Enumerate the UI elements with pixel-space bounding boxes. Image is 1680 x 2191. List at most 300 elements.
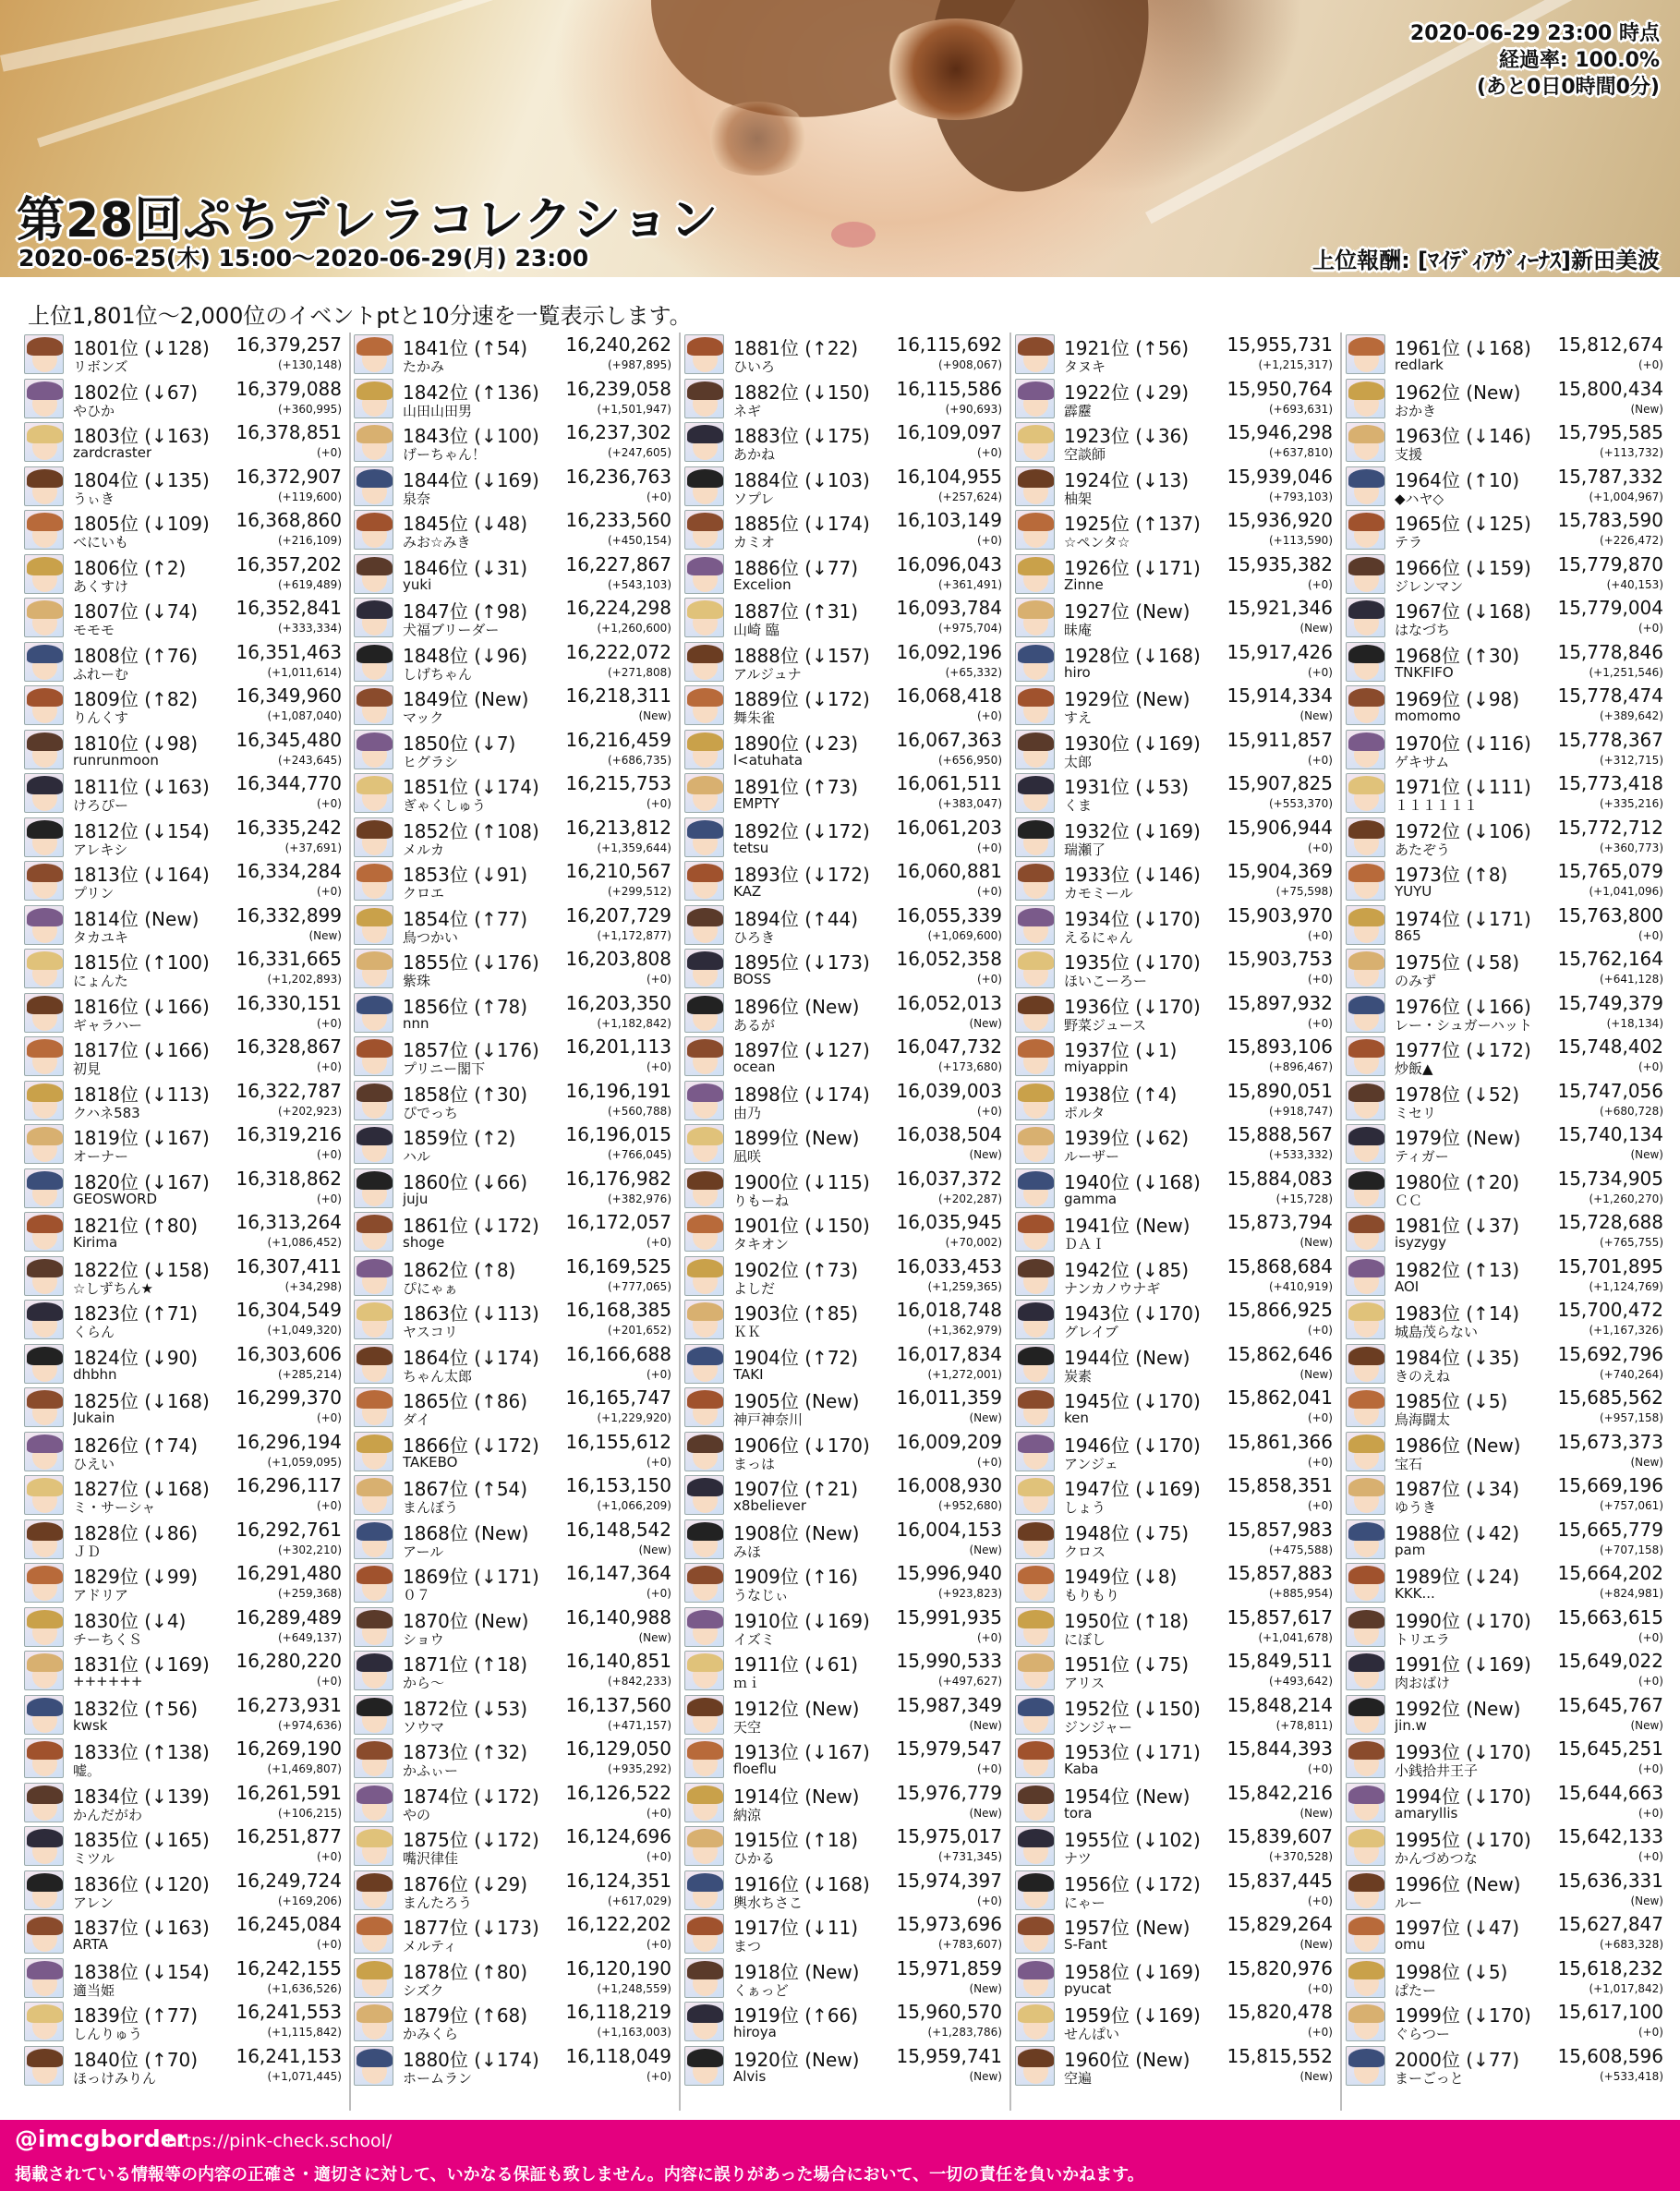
ten-minute-speed: (+475,588) xyxy=(1268,1543,1333,1556)
player-avatar xyxy=(354,1563,393,1603)
player-name: floeflu xyxy=(733,1761,777,1777)
player-avatar xyxy=(354,1519,393,1559)
ten-minute-speed: (+975,704) xyxy=(937,622,1002,635)
ten-minute-speed: (+957,158) xyxy=(1599,1411,1663,1424)
ten-minute-speed: (+0) xyxy=(1638,358,1663,371)
rank-label: 1804位 (↓135) xyxy=(73,468,210,491)
rank-label: 1814位 (New) xyxy=(73,907,199,930)
player-name: えるにゃん xyxy=(1064,928,1133,946)
ranking-entry xyxy=(24,1912,342,1956)
ranking-column xyxy=(1346,333,1663,2115)
player-name: KAZ xyxy=(733,883,762,900)
player-name: ルー xyxy=(1395,1894,1423,1911)
ranking-entry xyxy=(24,1473,342,1518)
ranking-entry xyxy=(354,377,671,421)
ten-minute-speed: (+1,087,040) xyxy=(267,709,342,722)
player-avatar xyxy=(1015,1914,1055,1954)
ranking-entry xyxy=(684,640,1002,684)
avatar-hair xyxy=(687,1785,723,1804)
ten-minute-speed: (+312,715) xyxy=(1599,753,1663,767)
player-name: かみくら xyxy=(403,2026,459,2042)
ranking-entry xyxy=(24,771,342,816)
event-points: 15,783,590 xyxy=(1557,509,1663,531)
player-avatar xyxy=(1015,466,1055,506)
rank-label: 1843位 (↓100) xyxy=(403,425,539,447)
rank-label: 1852位 (↑108) xyxy=(403,819,539,842)
ranking-entry xyxy=(1015,1605,1333,1650)
event-points: 16,378,851 xyxy=(236,421,342,443)
rank-label: 1925位 (↑137) xyxy=(1064,513,1201,535)
avatar-hair xyxy=(357,600,393,619)
event-points: 16,169,525 xyxy=(565,1254,671,1277)
avatar-hair xyxy=(27,381,63,400)
player-name: Jukain xyxy=(73,1410,115,1426)
player-avatar xyxy=(1015,949,1055,988)
ranking-columns xyxy=(24,333,1668,2115)
avatar-hair xyxy=(1348,908,1384,926)
ten-minute-speed: (+75,598) xyxy=(1275,885,1333,898)
ranking-entry xyxy=(24,1737,342,1781)
player-avatar xyxy=(684,422,724,462)
player-avatar xyxy=(684,685,724,725)
player-avatar xyxy=(1015,422,1055,462)
event-points: 16,009,209 xyxy=(896,1430,1002,1453)
avatar-hair xyxy=(1348,1653,1384,1672)
rank-label: 1967位 (↓168) xyxy=(1395,600,1531,623)
avatar-hair xyxy=(357,645,393,663)
avatar-hair xyxy=(1348,1039,1384,1058)
player-name: まんぼう xyxy=(403,1499,459,1516)
player-avatar xyxy=(1346,466,1385,506)
event-points: 15,996,940 xyxy=(896,1562,1002,1584)
player-avatar xyxy=(24,2046,64,2086)
player-name: l<atuhata xyxy=(733,751,804,769)
player-avatar xyxy=(24,1651,64,1690)
rank-label: 1977位 (↓172) xyxy=(1395,1039,1531,1061)
ranking-entry xyxy=(1346,2000,1663,2044)
ranking-entry xyxy=(1015,552,1333,597)
event-points: 15,778,367 xyxy=(1557,728,1663,751)
avatar-hair xyxy=(27,1039,63,1058)
player-avatar xyxy=(24,685,64,725)
rank-label: 1870位 (New) xyxy=(403,1609,529,1632)
player-name: イズミ xyxy=(733,1630,775,1648)
event-points: 16,352,841 xyxy=(236,597,342,619)
event-points: 16,222,072 xyxy=(565,640,671,663)
ten-minute-speed: (New) xyxy=(638,709,671,722)
event-points: 15,975,017 xyxy=(896,1825,1002,1847)
avatar-hair xyxy=(1348,600,1384,619)
ranking-entry xyxy=(1015,333,1333,377)
ten-minute-speed: (New) xyxy=(969,1411,1002,1424)
ranking-entry xyxy=(1015,1781,1333,1825)
rank-label: 1839位 (↑77) xyxy=(73,2004,199,2027)
rank-label: 1849位 (New) xyxy=(403,688,529,710)
player-name: ひいろ xyxy=(733,358,776,375)
avatar-hair xyxy=(357,1698,393,1716)
ten-minute-speed: (+389,642) xyxy=(1599,709,1663,722)
avatar-hair xyxy=(357,1873,393,1892)
event-points: 16,345,480 xyxy=(236,728,342,751)
player-name: まつ xyxy=(733,1938,762,1955)
ten-minute-speed: (+0) xyxy=(1638,1630,1663,1644)
ten-minute-speed: (+1,059,095) xyxy=(267,1455,342,1469)
ten-minute-speed: (+0) xyxy=(1638,1675,1663,1688)
ranking-entry xyxy=(1346,552,1663,597)
ten-minute-speed: (+271,808) xyxy=(607,665,671,679)
event-points: 16,068,418 xyxy=(896,684,1002,707)
ranking-entry xyxy=(684,508,1002,552)
player-name: から～ xyxy=(403,1675,445,1691)
ten-minute-speed: (+130,148) xyxy=(277,358,342,371)
player-avatar xyxy=(1346,2002,1385,2041)
player-name: かんづめつな xyxy=(1395,1850,1478,1867)
player-avatar xyxy=(684,1168,724,1208)
rank-label: 1868位 (New) xyxy=(403,1521,529,1544)
player-name: 紫珠 xyxy=(403,973,431,989)
player-name: クロス xyxy=(1064,1543,1106,1560)
avatar-hair xyxy=(1018,2004,1054,2023)
event-points: 16,249,724 xyxy=(236,1869,342,1892)
event-points: 15,778,846 xyxy=(1557,640,1663,663)
rank-label: 1875位 (↓172) xyxy=(403,1829,539,1851)
twitter-handle[interactable]: @imcgborder xyxy=(15,2125,187,2152)
rank-label: 1961位 (↓168) xyxy=(1395,337,1531,359)
ranking-entry xyxy=(684,771,1002,816)
ten-minute-speed: (+1,069,600) xyxy=(927,928,1002,942)
player-avatar xyxy=(1015,1387,1055,1427)
player-avatar xyxy=(684,1300,724,1339)
avatar-hair xyxy=(27,557,63,575)
ranking-entry xyxy=(24,377,342,421)
event-points: 15,857,617 xyxy=(1227,1605,1333,1628)
ten-minute-speed: (+842,233) xyxy=(607,1675,671,1688)
player-avatar xyxy=(684,334,724,374)
rank-label: 1900位 (↓115) xyxy=(733,1170,870,1193)
rank-label: 1834位 (↓139) xyxy=(73,1785,210,1808)
player-name: くらん xyxy=(73,1324,115,1340)
player-avatar xyxy=(24,949,64,988)
avatar-hair xyxy=(27,1741,63,1760)
player-name: ミ・サーシャ xyxy=(73,1499,156,1516)
event-points: 16,061,511 xyxy=(896,772,1002,794)
ten-minute-speed: (+0) xyxy=(646,973,671,986)
ranking-entry xyxy=(1346,1561,1663,1605)
player-name: ショウ xyxy=(403,1630,444,1648)
rank-label: 1863位 (↓113) xyxy=(403,1302,539,1325)
ranking-entry xyxy=(684,1167,1002,1211)
ten-minute-speed: (+383,047) xyxy=(937,797,1002,810)
player-avatar xyxy=(1015,1826,1055,1866)
ranking-entry xyxy=(24,333,342,377)
ten-minute-speed: (+113,732) xyxy=(1599,446,1663,459)
event-points: 16,291,480 xyxy=(236,1562,342,1584)
rank-label: 1921位 (↑56) xyxy=(1064,337,1190,359)
ranking-entry xyxy=(1015,1035,1333,1079)
event-points: 16,280,220 xyxy=(236,1650,342,1672)
rank-label: 1950位 (↑18) xyxy=(1064,1609,1190,1632)
ranking-entry xyxy=(1346,728,1663,772)
player-name: げーちゃん！ xyxy=(403,446,487,463)
event-points: 16,011,359 xyxy=(896,1386,1002,1409)
rank-label: 1856位 (↑78) xyxy=(403,995,528,1018)
rank-label: 1936位 (↓170) xyxy=(1064,995,1201,1018)
ranking-entry xyxy=(1346,333,1663,377)
ranking-entry xyxy=(684,1737,1002,1781)
event-points: 15,645,767 xyxy=(1557,1693,1663,1716)
rank-label: 1956位 (↓172) xyxy=(1064,1872,1201,1895)
ranking-entry xyxy=(684,552,1002,597)
ten-minute-speed: (+1,167,326) xyxy=(1589,1324,1663,1337)
player-avatar xyxy=(1346,598,1385,637)
player-avatar xyxy=(24,1958,64,1998)
avatar-hair xyxy=(687,513,723,531)
player-avatar xyxy=(1015,1300,1055,1339)
player-name: ジレンマン xyxy=(1395,577,1464,595)
ranking-entry xyxy=(354,1781,671,1825)
player-name: Zinne xyxy=(1064,575,1104,593)
avatar-hair xyxy=(1018,1302,1054,1321)
player-avatar xyxy=(1346,1344,1385,1384)
rank-label: 1847位 (↑98) xyxy=(403,600,528,623)
player-name: tetsu xyxy=(733,839,769,856)
ten-minute-speed: (+693,631) xyxy=(1268,402,1333,416)
player-name: ほいこーろー xyxy=(1064,973,1148,989)
event-points: 15,795,585 xyxy=(1557,421,1663,443)
event-points: 15,663,615 xyxy=(1557,1605,1663,1628)
player-avatar xyxy=(1015,861,1055,901)
player-name: 山崎 臨 xyxy=(733,622,780,638)
event-points: 15,903,970 xyxy=(1227,903,1333,926)
player-name: TAKEBO xyxy=(403,1453,458,1471)
player-name: ミツル xyxy=(73,1850,115,1867)
ten-minute-speed: (+247,605) xyxy=(607,446,671,459)
event-points: 16,241,553 xyxy=(236,2001,342,2023)
ten-minute-speed: (New) xyxy=(1299,2069,1333,2083)
player-avatar xyxy=(354,1081,393,1120)
player-avatar xyxy=(24,1826,64,1866)
player-name: ルーザー xyxy=(1064,1148,1120,1165)
player-name: にぼし xyxy=(1064,1630,1106,1648)
ten-minute-speed: (+0) xyxy=(1307,973,1333,986)
ranking-entry xyxy=(684,2000,1002,2044)
ten-minute-speed: (+0) xyxy=(1638,928,1663,942)
player-name: 神戸神奈川 xyxy=(733,1411,804,1428)
event-points: 16,330,151 xyxy=(236,991,342,1014)
rank-label: 1993位 (↓170) xyxy=(1395,1741,1531,1763)
player-name: グレイブ xyxy=(1064,1324,1118,1340)
avatar-hair xyxy=(27,732,63,751)
rank-label: 1902位 (↑73) xyxy=(733,1258,859,1281)
rank-label: 1919位 (↑66) xyxy=(733,2004,859,2027)
rank-label: 1990位 (↓170) xyxy=(1395,1609,1531,1632)
avatar-hair xyxy=(687,1741,723,1760)
player-name: x8believer xyxy=(733,1497,807,1514)
avatar-hair xyxy=(357,1127,393,1145)
ten-minute-speed: (New) xyxy=(1299,709,1333,722)
ten-minute-speed: (+90,693) xyxy=(945,402,1002,416)
rank-label: 1981位 (↓37) xyxy=(1395,1215,1520,1237)
avatar-hair xyxy=(357,425,393,443)
rank-label: 1858位 (↑30) xyxy=(403,1083,528,1106)
rank-label: 1866位 (↓172) xyxy=(403,1434,539,1457)
ten-minute-speed: (+0) xyxy=(976,1104,1002,1118)
ten-minute-speed: (New) xyxy=(1630,1455,1663,1469)
player-avatar xyxy=(24,466,64,506)
ranking-entry xyxy=(684,1912,1002,1956)
player-avatar xyxy=(684,773,724,813)
player-avatar xyxy=(684,1256,724,1296)
ten-minute-speed: (New) xyxy=(969,1148,1002,1161)
ten-minute-speed: (+1,251,546) xyxy=(1589,665,1663,679)
player-avatar xyxy=(24,1036,64,1076)
avatar-hair xyxy=(687,1653,723,1672)
ten-minute-speed: (+382,976) xyxy=(607,1192,671,1205)
player-avatar xyxy=(1346,905,1385,945)
ten-minute-speed: (+0) xyxy=(316,1016,342,1030)
rank-label: 1932位 (↓169) xyxy=(1064,819,1201,842)
event-points: 16,038,504 xyxy=(896,1123,1002,1145)
ten-minute-speed: (+202,923) xyxy=(277,1104,342,1118)
ranking-entry xyxy=(1346,377,1663,421)
ten-minute-speed: (+0) xyxy=(976,885,1002,898)
ranking-entry xyxy=(354,1430,671,1474)
player-name: ゆうき xyxy=(1395,1499,1437,1516)
rank-label: 1846位 (↓31) xyxy=(403,556,528,579)
player-avatar xyxy=(684,1432,724,1471)
timestamp: 2020-06-29 23:00 時点 xyxy=(1409,22,1660,45)
player-avatar xyxy=(684,1914,724,1954)
player-name: redlark xyxy=(1395,357,1444,373)
rank-label: 1984位 (↓35) xyxy=(1395,1346,1520,1369)
player-name: 山田山田男 xyxy=(403,402,473,419)
ten-minute-speed: (+641,128) xyxy=(1599,973,1663,986)
player-name: トリエラ xyxy=(1395,1630,1450,1648)
avatar-hair xyxy=(1018,908,1054,926)
event-points: 15,955,731 xyxy=(1227,333,1333,356)
avatar-hair xyxy=(27,1961,63,1979)
player-name: ヒグラシ xyxy=(403,753,459,770)
ranking-entry xyxy=(24,508,342,552)
ranking-entry xyxy=(1015,420,1333,465)
player-name: ほっけみりん xyxy=(73,2069,157,2087)
ten-minute-speed: (+1,260,270) xyxy=(1589,1192,1663,1205)
ranking-entry xyxy=(1015,1342,1333,1386)
rank-label: 1836位 (↓120) xyxy=(73,1872,210,1895)
player-avatar xyxy=(1015,554,1055,594)
ten-minute-speed: (+1,115,842) xyxy=(267,2026,342,2039)
site-link[interactable]: https://pink-check.school/ xyxy=(166,2131,393,2151)
ten-minute-speed: (+908,067) xyxy=(937,358,1002,371)
player-avatar xyxy=(684,1651,724,1690)
player-name: メルティ xyxy=(403,1938,457,1955)
player-avatar xyxy=(24,1432,64,1471)
ten-minute-speed: (+896,467) xyxy=(1268,1060,1333,1073)
ten-minute-speed: (+543,103) xyxy=(607,577,671,591)
player-avatar xyxy=(684,1958,724,1998)
ranking-entry xyxy=(354,1605,671,1650)
ten-minute-speed: (+686,735) xyxy=(607,753,671,767)
event-points: 16,245,084 xyxy=(236,1913,342,1935)
player-name: カミオ xyxy=(733,534,776,551)
avatar-hair xyxy=(687,1566,723,1584)
player-name: アレキシ xyxy=(73,841,128,858)
rank-label: 1969位 (↓98) xyxy=(1395,688,1520,710)
player-avatar xyxy=(24,1168,64,1208)
player-name: ちゃん太郎 xyxy=(403,1367,473,1385)
event-points: 15,849,511 xyxy=(1227,1650,1333,1672)
ten-minute-speed: (New) xyxy=(969,1806,1002,1820)
player-avatar xyxy=(1015,1651,1055,1690)
ten-minute-speed: (+119,600) xyxy=(277,490,342,503)
ranking-entry xyxy=(684,1824,1002,1869)
event-points: 16,166,688 xyxy=(565,1342,671,1365)
event-points: 16,349,960 xyxy=(236,684,342,707)
rank-label: 1890位 (↓23) xyxy=(733,732,859,755)
ranking-entry xyxy=(1346,1518,1663,1562)
event-points: 16,137,560 xyxy=(565,1693,671,1716)
ranking-entry xyxy=(1015,465,1333,509)
ten-minute-speed: (+0) xyxy=(646,1236,671,1249)
rank-label: 1854位 (↑77) xyxy=(403,907,528,930)
rank-label: 1958位 (↓169) xyxy=(1064,1960,1201,1983)
avatar-hair xyxy=(27,1698,63,1716)
event-points: 16,236,763 xyxy=(565,465,671,488)
player-avatar xyxy=(684,1387,724,1427)
ranking-entry xyxy=(1346,771,1663,816)
player-name: くま xyxy=(1064,797,1093,814)
avatar-hair xyxy=(1348,1785,1384,1804)
avatar-hair xyxy=(1018,951,1054,970)
player-name: ポルタ xyxy=(1064,1104,1106,1121)
player-avatar xyxy=(24,2002,64,2041)
player-name: アルジュナ xyxy=(733,665,802,683)
player-avatar xyxy=(1346,1124,1385,1164)
avatar-hair xyxy=(1018,1171,1054,1190)
ten-minute-speed: (+257,624) xyxy=(937,490,1002,503)
ranking-entry xyxy=(354,684,671,728)
event-points: 16,140,988 xyxy=(565,1605,671,1628)
player-name: 霹靂 xyxy=(1064,402,1093,419)
rank-label: 1983位 (↑14) xyxy=(1395,1302,1520,1325)
rank-label: 1937位 (↓1) xyxy=(1064,1039,1178,1061)
event-points: 16,168,385 xyxy=(565,1299,671,1321)
avatar-hair xyxy=(1348,1566,1384,1584)
ten-minute-speed: (+1,272,001) xyxy=(927,1367,1002,1381)
avatar-hair xyxy=(27,600,63,619)
rank-label: 1896位 (New) xyxy=(733,995,860,1018)
event-points: 16,357,202 xyxy=(236,552,342,575)
event-points: 16,224,298 xyxy=(565,597,671,619)
event-points: 16,196,015 xyxy=(565,1123,671,1145)
player-avatar xyxy=(684,1826,724,1866)
event-points: 15,946,298 xyxy=(1227,421,1333,443)
player-avatar xyxy=(354,422,393,462)
event-points: 16,203,350 xyxy=(565,991,671,1014)
event-points: 15,914,334 xyxy=(1227,684,1333,707)
ranking-entry xyxy=(24,1342,342,1386)
player-avatar xyxy=(354,1387,393,1427)
player-name: 865 xyxy=(1395,926,1421,944)
ten-minute-speed: (+0) xyxy=(316,1148,342,1161)
avatar-hair xyxy=(27,513,63,531)
event-points: 16,379,257 xyxy=(236,333,342,356)
event-points: 15,858,351 xyxy=(1227,1474,1333,1496)
player-name: タキオン xyxy=(733,1236,790,1253)
rank-label: 1899位 (New) xyxy=(733,1127,860,1149)
rank-label: 1803位 (↓163) xyxy=(73,425,210,447)
player-avatar xyxy=(684,861,724,901)
